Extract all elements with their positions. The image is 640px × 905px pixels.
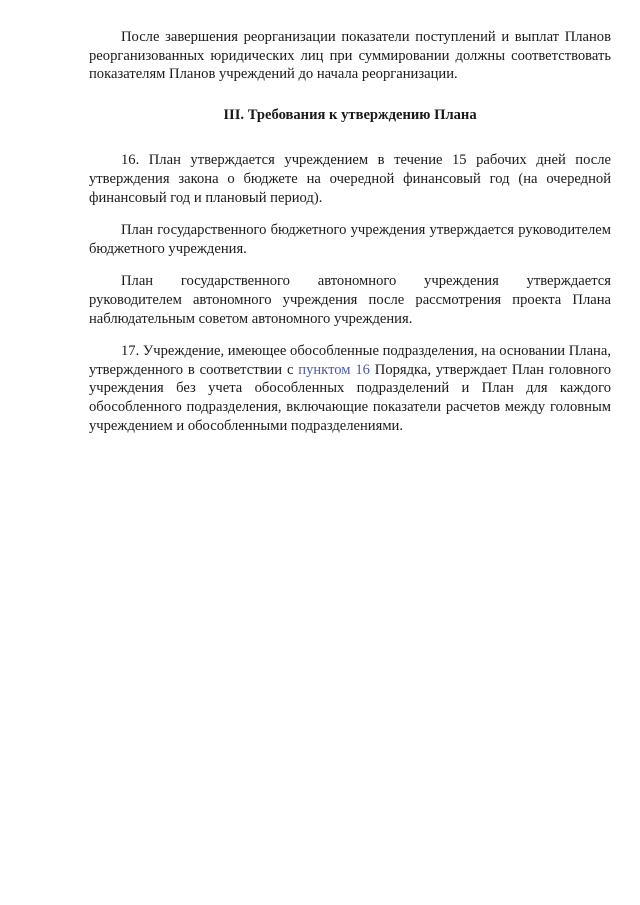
point-16-link[interactable]: пунктом 16 [298,361,370,378]
paragraph-17-text-end: Порядка, утверждает План головного учреждения без учета обособленных подразделений и План для каждого обособленного подразделения, включающие показатели расчетов между головным учреждением и обособленными подразделениями. [89,361,611,434]
document-body [89,28,611,435]
paragraph-budget-institution: План государственного бюджетного учреждения утверждается руководителем бюджетного учреждения. [89,222,611,257]
paragraph-autonomous-institution: План государственного автономного учреждения утверждается руководителем автономного учреждения после рассмотрения проекта Плана наблюдательным советом автономного учреждения. [89,273,611,327]
section-heading: III. Требования к утверждению Плана [223,106,477,123]
paragraph-16: 16. План утверждается учреждением в течение 15 рабочих дней после утверждения закона о бюджете на очередной финансовый год (на очередной финансовый год и плановый период). [89,152,611,206]
paragraph-17-text-start: 17. Учреждение, имеющее обособленные подразделения, на основании Плана, утвержденного в соответствии с [89,343,611,378]
paragraph-17 [89,342,611,435]
intro-paragraph: После завершения реорганизации показатели поступлений и выплат Планов реорганизованных юридических лиц при суммировании должны соответствовать показателям Планов учреждений до начала реорганизации. [89,29,611,83]
